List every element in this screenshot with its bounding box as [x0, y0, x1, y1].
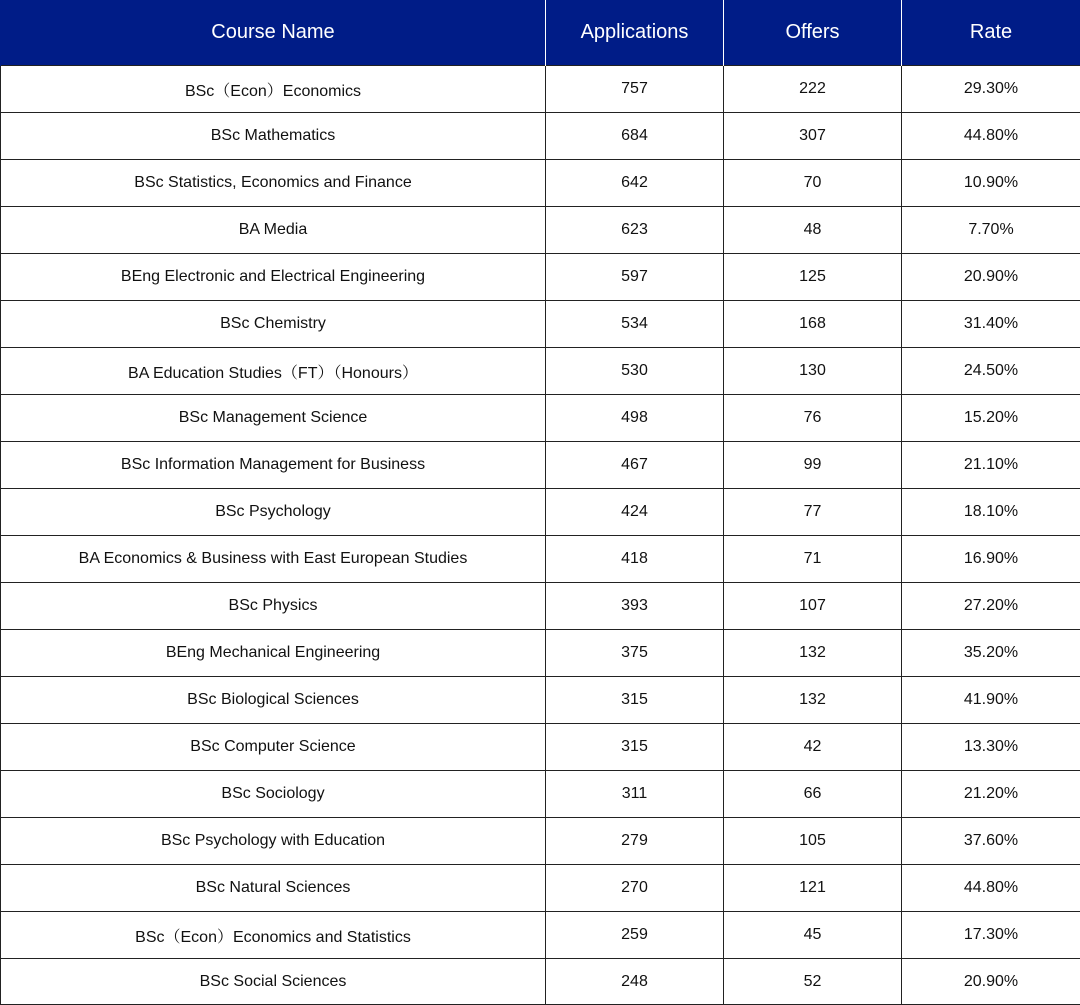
cell-rate: 18.10%: [902, 489, 1080, 536]
cell-rate: 7.70%: [902, 207, 1080, 254]
table-row: [1, 160, 1080, 207]
header-rate: Rate: [902, 0, 1080, 66]
cell-rate: 10.90%: [902, 160, 1080, 207]
cell-course-name: BSc Social Sciences: [1, 959, 546, 1005]
cell-course-name: BSc Psychology with Education: [1, 818, 546, 865]
cell-applications: 530: [546, 348, 724, 395]
table-row: [1, 959, 1080, 1005]
cell-applications: 279: [546, 818, 724, 865]
cell-applications: 597: [546, 254, 724, 301]
cell-applications: 418: [546, 536, 724, 583]
header-applications: Applications: [546, 0, 724, 66]
cell-rate: 27.20%: [902, 583, 1080, 630]
cell-applications: 424: [546, 489, 724, 536]
cell-applications: 311: [546, 771, 724, 818]
cell-offers: 71: [724, 536, 902, 583]
table-row: [1, 489, 1080, 536]
cell-course-name: BSc Biological Sciences: [1, 677, 546, 724]
cell-offers: 132: [724, 677, 902, 724]
cell-course-name: BA Economics & Business with East European Studies: [1, 536, 546, 583]
table-body: [1, 66, 1080, 1005]
cell-applications: 642: [546, 160, 724, 207]
cell-offers: 77: [724, 489, 902, 536]
table-row: [1, 912, 1080, 959]
table-row: [1, 348, 1080, 395]
cell-rate: 35.20%: [902, 630, 1080, 677]
table-row: [1, 865, 1080, 912]
cell-offers: 48: [724, 207, 902, 254]
cell-rate: 13.30%: [902, 724, 1080, 771]
cell-applications: 375: [546, 630, 724, 677]
cell-rate: 31.40%: [902, 301, 1080, 348]
cell-applications: 315: [546, 677, 724, 724]
table-row: [1, 771, 1080, 818]
cell-rate: 21.20%: [902, 771, 1080, 818]
cell-course-name: BSc Statistics, Economics and Finance: [1, 160, 546, 207]
cell-rate: 37.60%: [902, 818, 1080, 865]
table-row: [1, 583, 1080, 630]
cell-applications: 315: [546, 724, 724, 771]
table-row: [1, 442, 1080, 489]
cell-offers: 70: [724, 160, 902, 207]
cell-applications: 270: [546, 865, 724, 912]
cell-offers: 99: [724, 442, 902, 489]
cell-offers: 307: [724, 113, 902, 160]
table-row: [1, 677, 1080, 724]
table-row: [1, 818, 1080, 865]
cell-rate: 16.90%: [902, 536, 1080, 583]
header-offers: Offers: [724, 0, 902, 66]
cell-offers: 107: [724, 583, 902, 630]
cell-applications: 757: [546, 66, 724, 113]
cell-offers: 168: [724, 301, 902, 348]
table-row: [1, 301, 1080, 348]
cell-offers: 132: [724, 630, 902, 677]
cell-course-name: BA Media: [1, 207, 546, 254]
cell-applications: 534: [546, 301, 724, 348]
table-row: [1, 395, 1080, 442]
table-row: [1, 113, 1080, 160]
cell-applications: 684: [546, 113, 724, 160]
cell-offers: 130: [724, 348, 902, 395]
table-row: [1, 207, 1080, 254]
table-row: [1, 724, 1080, 771]
cell-course-name: BSc（Econ）Economics and Statistics: [1, 912, 546, 959]
cell-rate: 20.90%: [902, 959, 1080, 1005]
cell-course-name: BEng Electronic and Electrical Engineering: [1, 254, 546, 301]
cell-course-name: BSc Management Science: [1, 395, 546, 442]
cell-rate: 24.50%: [902, 348, 1080, 395]
cell-rate: 17.30%: [902, 912, 1080, 959]
cell-course-name: BSc Natural Sciences: [1, 865, 546, 912]
cell-course-name: BSc Chemistry: [1, 301, 546, 348]
cell-offers: 222: [724, 66, 902, 113]
cell-course-name: BSc Sociology: [1, 771, 546, 818]
table-row: [1, 254, 1080, 301]
header-row: [1, 0, 1080, 66]
cell-applications: 248: [546, 959, 724, 1005]
cell-course-name: BSc Physics: [1, 583, 546, 630]
cell-rate: 44.80%: [902, 113, 1080, 160]
cell-applications: 498: [546, 395, 724, 442]
cell-rate: 15.20%: [902, 395, 1080, 442]
cell-course-name: BEng Mechanical Engineering: [1, 630, 546, 677]
cell-rate: 21.10%: [902, 442, 1080, 489]
cell-course-name: BSc Information Management for Business: [1, 442, 546, 489]
cell-offers: 45: [724, 912, 902, 959]
cell-applications: 393: [546, 583, 724, 630]
cell-offers: 105: [724, 818, 902, 865]
cell-offers: 52: [724, 959, 902, 1005]
cell-course-name: BSc Psychology: [1, 489, 546, 536]
cell-applications: 259: [546, 912, 724, 959]
cell-course-name: BSc（Econ）Economics: [1, 66, 546, 113]
cell-course-name: BSc Computer Science: [1, 724, 546, 771]
cell-rate: 41.90%: [902, 677, 1080, 724]
table-row: [1, 630, 1080, 677]
cell-rate: 20.90%: [902, 254, 1080, 301]
cell-offers: 66: [724, 771, 902, 818]
cell-offers: 125: [724, 254, 902, 301]
cell-course-name: BSc Mathematics: [1, 113, 546, 160]
cell-offers: 76: [724, 395, 902, 442]
header-course-name: Course Name: [1, 0, 546, 66]
cell-course-name: BA Education Studies（FT）（Honours）: [1, 348, 546, 395]
cell-offers: 42: [724, 724, 902, 771]
cell-offers: 121: [724, 865, 902, 912]
cell-applications: 467: [546, 442, 724, 489]
cell-rate: 44.80%: [902, 865, 1080, 912]
cell-applications: 623: [546, 207, 724, 254]
table-row: [1, 66, 1080, 113]
table-row: [1, 536, 1080, 583]
cell-rate: 29.30%: [902, 66, 1080, 113]
